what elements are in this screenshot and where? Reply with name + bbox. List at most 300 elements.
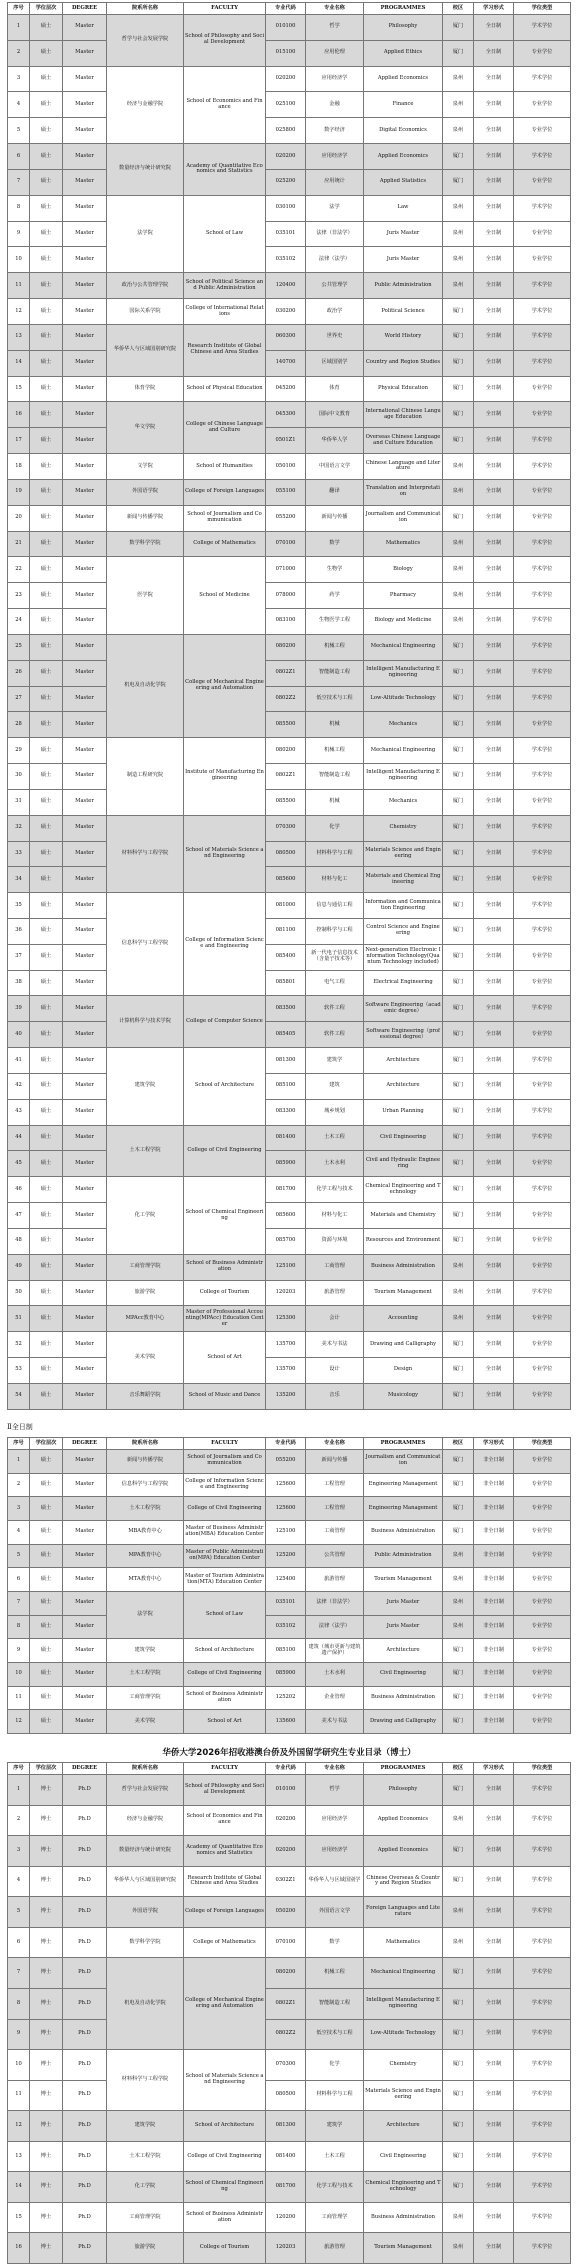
cell-index: 41 bbox=[8, 1048, 30, 1074]
cell-degree-type: 专业学位 bbox=[514, 1591, 571, 1615]
table-row bbox=[8, 1254, 571, 1280]
cell-degree-level: 硕士 bbox=[30, 66, 63, 92]
cell-degree: Master bbox=[63, 1710, 107, 1734]
cell-degree: Master bbox=[63, 92, 107, 118]
cell-programme-zh: 中国语言文学 bbox=[306, 454, 364, 480]
cell-campus: 厦门 bbox=[443, 1775, 474, 1806]
table-row bbox=[8, 2233, 571, 2264]
cell-faculty-zh: 工商管理学院 bbox=[107, 2202, 184, 2233]
cell-code: 055100 bbox=[266, 479, 306, 505]
cell-faculty-en: School of Art bbox=[184, 1710, 266, 1734]
cell-programme-en: Mechanical Engineering bbox=[364, 634, 443, 660]
table-row bbox=[8, 738, 571, 764]
cell-faculty-zh: 经济与金融学院 bbox=[107, 66, 184, 143]
cell-study-mode: 全日制 bbox=[474, 1805, 514, 1836]
cell-index: 7 bbox=[8, 169, 30, 195]
cell-code: 015100 bbox=[266, 40, 306, 66]
cell-programme-zh: 软件工程 bbox=[306, 1022, 364, 1048]
table-row bbox=[8, 505, 571, 531]
cell-code: 025200 bbox=[266, 169, 306, 195]
cell-programme-en: Civil Engineering bbox=[364, 1662, 443, 1686]
cell-campus: 厦门 bbox=[443, 402, 474, 428]
cell-programme-en: Journalism and Communication bbox=[364, 1450, 443, 1474]
cell-code: 050100 bbox=[266, 454, 306, 480]
cell-campus: 泉州 bbox=[443, 609, 474, 635]
cell-index: 2 bbox=[8, 1473, 30, 1497]
cell-index: 14 bbox=[8, 2172, 30, 2203]
cell-faculty-zh: MPA教育中心 bbox=[107, 1544, 184, 1568]
cell-programme-en: Chemistry bbox=[364, 2050, 443, 2081]
cell-index: 40 bbox=[8, 1022, 30, 1048]
cell-programme-en: Applied Ethics bbox=[364, 40, 443, 66]
cell-campus: 厦门 bbox=[443, 1988, 474, 2019]
table-row bbox=[8, 557, 571, 583]
cell-degree-type: 学术学位 bbox=[514, 918, 571, 944]
cell-study-mode: 全日制 bbox=[474, 918, 514, 944]
table-row bbox=[8, 944, 571, 970]
column-header-programme-en: PROGRAMMES bbox=[364, 3, 443, 15]
cell-programme-en: Civil Engineering bbox=[364, 1125, 443, 1151]
cell-degree-type: 专业学位 bbox=[514, 1151, 571, 1177]
cell-index: 6 bbox=[8, 1568, 30, 1592]
cell-campus: 泉州 bbox=[443, 118, 474, 144]
cell-programme-zh: 建筑学 bbox=[306, 2111, 364, 2142]
cell-degree-level: 硕士 bbox=[30, 1686, 63, 1710]
cell-programme-en: Mechanics bbox=[364, 712, 443, 738]
cell-degree-type: 学术学位 bbox=[514, 815, 571, 841]
cell-campus: 厦门 bbox=[443, 1048, 474, 1074]
cell-campus: 泉州 bbox=[443, 1306, 474, 1332]
cell-study-mode: 全日制 bbox=[474, 299, 514, 325]
cell-degree-level: 博士 bbox=[30, 1958, 63, 1989]
cell-programme-zh: 法学 bbox=[306, 195, 364, 221]
cell-degree: Master bbox=[63, 738, 107, 764]
cell-faculty-zh: 美术学院 bbox=[107, 1710, 184, 1734]
cell-programme-zh: 哲学 bbox=[306, 1775, 364, 1806]
cell-programme-en: Finance bbox=[364, 92, 443, 118]
cell-degree: Master bbox=[63, 815, 107, 841]
cell-degree-type: 专业学位 bbox=[514, 221, 571, 247]
cell-degree-type: 学术学位 bbox=[514, 1805, 571, 1836]
cell-study-mode: 全日制 bbox=[474, 970, 514, 996]
cell-degree-level: 硕士 bbox=[30, 686, 63, 712]
cell-degree-level: 硕士 bbox=[30, 402, 63, 428]
cell-programme-zh: 金融 bbox=[306, 92, 364, 118]
cell-code: 085400 bbox=[266, 944, 306, 970]
cell-study-mode: 全日制 bbox=[474, 1177, 514, 1203]
column-header-degree: DEGREE bbox=[63, 1438, 107, 1450]
cell-code: 083300 bbox=[266, 1099, 306, 1125]
cell-programme-zh: 政治学 bbox=[306, 299, 364, 325]
fulltime-master-table bbox=[7, 2, 571, 1410]
cell-index: 50 bbox=[8, 1280, 30, 1306]
cell-faculty-en: Institute of Manufacturing Engineering bbox=[184, 738, 266, 815]
cell-degree-level: 硕士 bbox=[30, 1497, 63, 1521]
cell-degree-type: 专业学位 bbox=[514, 1450, 571, 1474]
cell-programme-en: Juris Master bbox=[364, 1591, 443, 1615]
cell-degree-type: 专业学位 bbox=[514, 1203, 571, 1229]
cell-study-mode: 非全日制 bbox=[474, 1591, 514, 1615]
column-header-degree: DEGREE bbox=[63, 1763, 107, 1775]
column-header-study-mode: 学习形式 bbox=[474, 1438, 514, 1450]
cell-degree-level: 硕士 bbox=[30, 1615, 63, 1639]
cell-programme-zh: 华侨华人与区域国别学 bbox=[306, 1866, 364, 1897]
column-header-index: 序号 bbox=[8, 1763, 30, 1775]
cell-index: 23 bbox=[8, 583, 30, 609]
cell-degree-type: 专业学位 bbox=[514, 789, 571, 815]
cell-faculty-zh: 华侨华人与区域国别研究院 bbox=[107, 1866, 184, 1897]
cell-programme-zh: 应用经济学 bbox=[306, 1836, 364, 1867]
cell-programme-zh: 华侨华人学 bbox=[306, 428, 364, 454]
column-header-code: 专业代码 bbox=[266, 3, 306, 15]
cell-programme-zh: 新闻与传播 bbox=[306, 1450, 364, 1474]
cell-code: 020200 bbox=[266, 144, 306, 170]
cell-index: 12 bbox=[8, 2111, 30, 2142]
cell-programme-en: Mechanical Engineering bbox=[364, 1958, 443, 1989]
cell-programme-zh: 美术与书法 bbox=[306, 1332, 364, 1358]
cell-programme-zh: 应用经济学 bbox=[306, 66, 364, 92]
column-header-faculty-en: FACULTY bbox=[184, 3, 266, 15]
cell-degree: Master bbox=[63, 1358, 107, 1384]
cell-degree: Master bbox=[63, 118, 107, 144]
cell-degree-type: 学术学位 bbox=[514, 1280, 571, 1306]
cell-study-mode: 全日制 bbox=[474, 273, 514, 299]
cell-faculty-en: School of Economics and Finance bbox=[184, 66, 266, 143]
table-row bbox=[8, 660, 571, 686]
cell-degree-level: 硕士 bbox=[30, 893, 63, 919]
cell-programme-en: Accounting bbox=[364, 1306, 443, 1332]
cell-study-mode: 全日制 bbox=[474, 2080, 514, 2111]
cell-study-mode: 全日制 bbox=[474, 867, 514, 893]
section-label-fulltime: Ⅱ全日制 bbox=[7, 1423, 33, 1431]
cell-programme-zh: 生物医学工程 bbox=[306, 609, 364, 635]
cell-degree: Ph.D bbox=[63, 2080, 107, 2111]
cell-study-mode: 全日制 bbox=[474, 40, 514, 66]
cell-study-mode: 全日制 bbox=[474, 66, 514, 92]
cell-programme-zh: 信息与通信工程 bbox=[306, 893, 364, 919]
cell-code: 025100 bbox=[266, 92, 306, 118]
cell-degree: Master bbox=[63, 273, 107, 299]
cell-code: 081300 bbox=[266, 2111, 306, 2142]
cell-degree: Master bbox=[63, 557, 107, 583]
cell-index: 9 bbox=[8, 1639, 30, 1663]
cell-degree: Master bbox=[63, 479, 107, 505]
cell-campus: 厦门 bbox=[443, 1383, 474, 1409]
cell-programme-en: Physical Education bbox=[364, 376, 443, 402]
cell-campus: 厦门 bbox=[443, 1686, 474, 1710]
cell-study-mode: 全日制 bbox=[474, 1022, 514, 1048]
column-header-degree-level: 学位层次 bbox=[30, 1763, 63, 1775]
cell-code: 125202 bbox=[266, 1686, 306, 1710]
cell-degree-type: 学术学位 bbox=[514, 66, 571, 92]
cell-code: 035101 bbox=[266, 221, 306, 247]
cell-campus: 泉州 bbox=[443, 1544, 474, 1568]
column-header-programme-zh: 专业名称 bbox=[306, 3, 364, 15]
cell-programme-en: Tourism Management bbox=[364, 1280, 443, 1306]
cell-faculty-zh: 建筑学院 bbox=[107, 1048, 184, 1125]
cell-faculty-en: Research Institute of Global Chinese and Area Studies bbox=[184, 324, 266, 376]
cell-study-mode: 全日制 bbox=[474, 738, 514, 764]
cell-faculty-en: School of Materials Science and Engineering bbox=[184, 815, 266, 892]
cell-index: 32 bbox=[8, 815, 30, 841]
table-row bbox=[8, 2080, 571, 2111]
cell-programme-zh: 智能制造工程 bbox=[306, 660, 364, 686]
cell-faculty-en: School of Music and Dance bbox=[184, 1383, 266, 1409]
cell-degree-type: 专业学位 bbox=[514, 1383, 571, 1409]
cell-code: 055200 bbox=[266, 1450, 306, 1474]
cell-code: 125100 bbox=[266, 1520, 306, 1544]
cell-degree-type: 学术学位 bbox=[514, 2141, 571, 2172]
cell-degree-level: 硕士 bbox=[30, 531, 63, 557]
cell-campus: 厦门 bbox=[443, 1099, 474, 1125]
cell-campus: 泉州 bbox=[443, 1927, 474, 1958]
cell-degree: Master bbox=[63, 841, 107, 867]
cell-programme-zh: 体育 bbox=[306, 376, 364, 402]
cell-programme-zh: 工程管理 bbox=[306, 1473, 364, 1497]
cell-code: 125200 bbox=[266, 1544, 306, 1568]
cell-degree: Ph.D bbox=[63, 1836, 107, 1867]
cell-index: 5 bbox=[8, 1897, 30, 1928]
table-header-row bbox=[8, 1763, 571, 1775]
cell-degree-type: 专业学位 bbox=[514, 1544, 571, 1568]
cell-campus: 厦门 bbox=[443, 944, 474, 970]
table-row bbox=[8, 1022, 571, 1048]
cell-faculty-zh: 医学院 bbox=[107, 557, 184, 634]
cell-faculty-zh: 法学院 bbox=[107, 1591, 184, 1638]
cell-degree-level: 硕士 bbox=[30, 1022, 63, 1048]
table-row bbox=[8, 1775, 571, 1806]
cell-programme-zh: 数学 bbox=[306, 1927, 364, 1958]
table-row bbox=[8, 789, 571, 815]
table-row bbox=[8, 1473, 571, 1497]
cell-degree-type: 专业学位 bbox=[514, 1520, 571, 1544]
cell-faculty-zh: 数学科学学院 bbox=[107, 1927, 184, 1958]
cell-degree-level: 硕士 bbox=[30, 764, 63, 790]
cell-index: 10 bbox=[8, 1662, 30, 1686]
cell-study-mode: 全日制 bbox=[474, 2111, 514, 2142]
cell-degree: Master bbox=[63, 428, 107, 454]
cell-programme-en: Software Engineering（academic degree） bbox=[364, 996, 443, 1022]
cell-degree: Master bbox=[63, 402, 107, 428]
column-header-degree-level: 学位层次 bbox=[30, 3, 63, 15]
cell-index: 4 bbox=[8, 1520, 30, 1544]
table-row bbox=[8, 428, 571, 454]
cell-campus: 厦门 bbox=[443, 1358, 474, 1384]
cell-degree-level: 硕士 bbox=[30, 712, 63, 738]
cell-programme-zh: 资源与环境 bbox=[306, 1228, 364, 1254]
cell-study-mode: 全日制 bbox=[474, 815, 514, 841]
cell-degree-type: 学术学位 bbox=[514, 738, 571, 764]
cell-degree-type: 专业学位 bbox=[514, 40, 571, 66]
cell-study-mode: 非全日制 bbox=[474, 1639, 514, 1663]
cell-degree: Master bbox=[63, 195, 107, 221]
cell-programme-zh: 化学工程与技术 bbox=[306, 1177, 364, 1203]
cell-code: 020200 bbox=[266, 66, 306, 92]
cell-campus: 厦门 bbox=[443, 893, 474, 919]
cell-index: 46 bbox=[8, 1177, 30, 1203]
cell-programme-en: Low-Altitude Technology bbox=[364, 686, 443, 712]
cell-code: 120200 bbox=[266, 2202, 306, 2233]
cell-index: 11 bbox=[8, 2080, 30, 2111]
cell-code: 035102 bbox=[266, 1615, 306, 1639]
cell-code: 085100 bbox=[266, 1073, 306, 1099]
cell-degree-level: 硕士 bbox=[30, 1544, 63, 1568]
cell-index: 22 bbox=[8, 557, 30, 583]
cell-faculty-zh: 外国语学院 bbox=[107, 479, 184, 505]
cell-degree-level: 硕士 bbox=[30, 144, 63, 170]
cell-programme-zh: 软件工程 bbox=[306, 996, 364, 1022]
cell-index: 38 bbox=[8, 970, 30, 996]
cell-degree-type: 学术学位 bbox=[514, 557, 571, 583]
cell-degree: Master bbox=[63, 1228, 107, 1254]
cell-programme-zh: 建筑学 bbox=[306, 1048, 364, 1074]
cell-index: 7 bbox=[8, 1591, 30, 1615]
cell-degree-type: 专业学位 bbox=[514, 402, 571, 428]
column-header-code: 专业代码 bbox=[266, 1438, 306, 1450]
cell-code: 035101 bbox=[266, 1591, 306, 1615]
cell-study-mode: 全日制 bbox=[474, 376, 514, 402]
cell-degree: Master bbox=[63, 1497, 107, 1521]
cell-degree-level: 硕士 bbox=[30, 970, 63, 996]
cell-study-mode: 全日制 bbox=[474, 557, 514, 583]
cell-study-mode: 非全日制 bbox=[474, 1615, 514, 1639]
cell-degree: Master bbox=[63, 1639, 107, 1663]
cell-study-mode: 全日制 bbox=[474, 1125, 514, 1151]
table-row bbox=[8, 2019, 571, 2050]
cell-faculty-zh: MPAcc教育中心 bbox=[107, 1306, 184, 1332]
cell-degree-level: 硕士 bbox=[30, 1662, 63, 1686]
cell-degree: Ph.D bbox=[63, 2202, 107, 2233]
cell-study-mode: 全日制 bbox=[474, 2233, 514, 2264]
cell-campus: 厦门 bbox=[443, 1450, 474, 1474]
cell-campus: 泉州 bbox=[443, 1568, 474, 1592]
cell-faculty-en: School of Architecture bbox=[184, 1048, 266, 1125]
cell-faculty-en: Academy of Quantitative Economics and Statistics bbox=[184, 1836, 266, 1867]
table-header-row bbox=[8, 1438, 571, 1450]
cell-code: 085801 bbox=[266, 970, 306, 996]
cell-study-mode: 全日制 bbox=[474, 944, 514, 970]
cell-campus: 厦门 bbox=[443, 1520, 474, 1544]
cell-campus: 厦门 bbox=[443, 764, 474, 790]
cell-degree-level: 硕士 bbox=[30, 1568, 63, 1592]
cell-study-mode: 全日制 bbox=[474, 996, 514, 1022]
cell-index: 7 bbox=[8, 1958, 30, 1989]
cell-faculty-zh: 新闻与传播学院 bbox=[107, 1450, 184, 1474]
cell-study-mode: 全日制 bbox=[474, 118, 514, 144]
cell-campus: 厦门 bbox=[443, 2111, 474, 2142]
cell-study-mode: 全日制 bbox=[474, 1383, 514, 1409]
cell-degree-type: 学术学位 bbox=[514, 1927, 571, 1958]
cell-code: 085900 bbox=[266, 1662, 306, 1686]
table-row bbox=[8, 712, 571, 738]
cell-code: 125600 bbox=[266, 1497, 306, 1521]
cell-index: 9 bbox=[8, 221, 30, 247]
cell-degree-level: 硕士 bbox=[30, 1520, 63, 1544]
cell-degree-type: 专业学位 bbox=[514, 970, 571, 996]
cell-index: 34 bbox=[8, 867, 30, 893]
cell-faculty-zh: 材料科学与工程学院 bbox=[107, 2050, 184, 2111]
cell-degree-level: 硕士 bbox=[30, 738, 63, 764]
cell-programme-en: Mathematics bbox=[364, 1927, 443, 1958]
cell-study-mode: 全日制 bbox=[474, 350, 514, 376]
cell-index: 12 bbox=[8, 299, 30, 325]
cell-programme-en: Architecture bbox=[364, 1048, 443, 1074]
cell-programme-zh: 机械工程 bbox=[306, 1958, 364, 1989]
cell-degree: Ph.D bbox=[63, 1958, 107, 1989]
cell-programme-en: Low-Altitude Technology bbox=[364, 2019, 443, 2050]
cell-faculty-zh: 化工学院 bbox=[107, 2172, 184, 2203]
cell-programme-zh: 工商管理 bbox=[306, 1520, 364, 1544]
cell-faculty-en: School of Art bbox=[184, 1332, 266, 1384]
cell-degree-type: 专业学位 bbox=[514, 944, 571, 970]
cell-study-mode: 全日制 bbox=[474, 195, 514, 221]
cell-index: 15 bbox=[8, 376, 30, 402]
cell-code: 071000 bbox=[266, 557, 306, 583]
cell-code: 125100 bbox=[266, 1254, 306, 1280]
cell-programme-zh: 外国语言文学 bbox=[306, 1897, 364, 1928]
cell-programme-zh: 智能制造工程 bbox=[306, 764, 364, 790]
cell-campus: 厦门 bbox=[443, 1710, 474, 1734]
cell-campus: 厦门 bbox=[443, 144, 474, 170]
cell-study-mode: 全日制 bbox=[474, 324, 514, 350]
cell-degree-level: 硕士 bbox=[30, 324, 63, 350]
cell-degree-level: 硕士 bbox=[30, 634, 63, 660]
cell-programme-en: Control Science and Engineering bbox=[364, 918, 443, 944]
cell-programme-en: Architecture bbox=[364, 1073, 443, 1099]
cell-programme-en: Juris Master bbox=[364, 1615, 443, 1639]
cell-degree: Master bbox=[63, 1662, 107, 1686]
cell-faculty-en: School of Chemical Engineering bbox=[184, 2172, 266, 2203]
cell-degree: Master bbox=[63, 634, 107, 660]
cell-index: 10 bbox=[8, 247, 30, 273]
cell-degree-type: 学术学位 bbox=[514, 2233, 571, 2264]
table-row bbox=[8, 1228, 571, 1254]
cell-code: 135700 bbox=[266, 1358, 306, 1384]
cell-programme-zh: 公共管理 bbox=[306, 1544, 364, 1568]
cell-degree-level: 硕士 bbox=[30, 479, 63, 505]
column-header-campus: 校区 bbox=[443, 1763, 474, 1775]
column-header-degree-level: 学位层次 bbox=[30, 1438, 63, 1450]
cell-study-mode: 全日制 bbox=[474, 841, 514, 867]
cell-study-mode: 全日制 bbox=[474, 634, 514, 660]
table-row bbox=[8, 1927, 571, 1958]
cell-programme-zh: 应用经济学 bbox=[306, 144, 364, 170]
phd-table bbox=[7, 1762, 571, 2264]
cell-degree-type: 学术学位 bbox=[514, 609, 571, 635]
cell-campus: 厦门 bbox=[443, 996, 474, 1022]
cell-campus: 厦门 bbox=[443, 789, 474, 815]
cell-code: 083100 bbox=[266, 609, 306, 635]
column-header-faculty-en: FACULTY bbox=[184, 1763, 266, 1775]
cell-programme-en: Intelligent Manufacturing Engineering bbox=[364, 764, 443, 790]
cell-degree: Master bbox=[63, 583, 107, 609]
table-row bbox=[8, 1383, 571, 1409]
cell-study-mode: 全日制 bbox=[474, 1203, 514, 1229]
cell-study-mode: 全日制 bbox=[474, 1332, 514, 1358]
cell-programme-zh: 法律（非法学） bbox=[306, 1591, 364, 1615]
cell-degree-level: 硕士 bbox=[30, 454, 63, 480]
cell-campus: 厦门 bbox=[443, 1836, 474, 1867]
cell-study-mode: 非全日制 bbox=[474, 1686, 514, 1710]
table-row bbox=[8, 169, 571, 195]
cell-degree: Master bbox=[63, 1383, 107, 1409]
cell-faculty-zh: 建筑学院 bbox=[107, 1639, 184, 1663]
cell-programme-zh: 化学 bbox=[306, 815, 364, 841]
cell-index: 27 bbox=[8, 686, 30, 712]
cell-degree-level: 硕士 bbox=[30, 428, 63, 454]
cell-index: 39 bbox=[8, 996, 30, 1022]
cell-degree: Master bbox=[63, 1520, 107, 1544]
